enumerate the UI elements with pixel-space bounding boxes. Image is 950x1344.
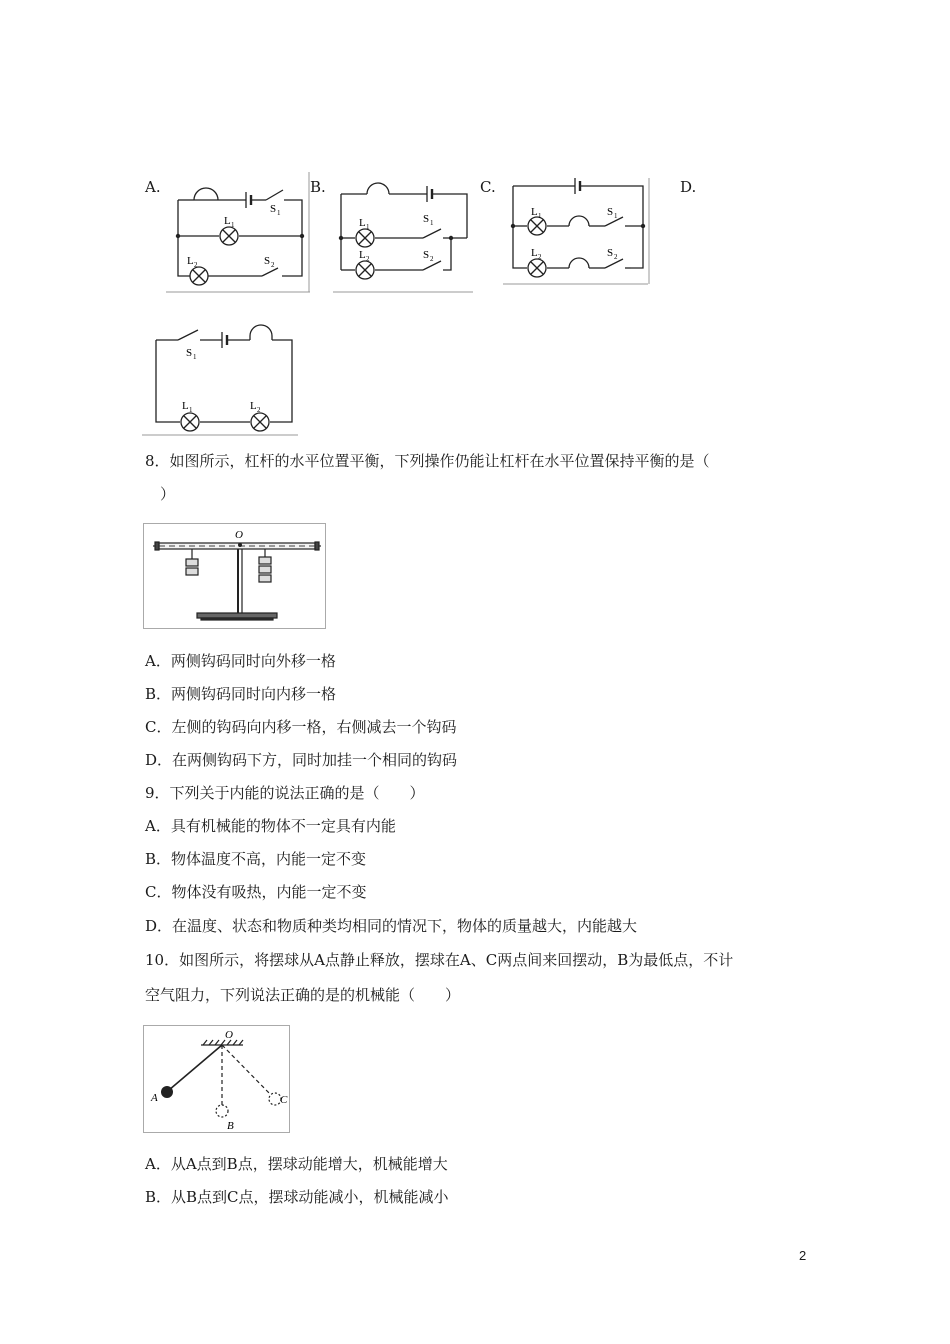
svg-text:L: L: [250, 400, 257, 412]
q8-option-b: B．两侧钩码同时向内移一格: [145, 685, 337, 703]
circuit-diagram-c: [503, 172, 650, 286]
circuit-diagram-b: [333, 172, 475, 294]
q10-stem-line1: 10．如图所示，将摆球从A点静止释放，摆球在A、C两点间来回摆动，B为最低点，不计: [145, 951, 734, 969]
q10-option-a: A．从A点到B点，摆球动能增大，机械能增大: [145, 1155, 448, 1173]
pendulum-point-a: A: [151, 1092, 158, 1104]
pendulum-point-b: B: [227, 1120, 234, 1132]
svg-text:1: 1: [538, 212, 542, 220]
circuit-diagram-a: [166, 172, 310, 294]
svg-text:2: 2: [271, 261, 275, 269]
svg-text:1: 1: [614, 212, 618, 220]
label-s1: S: [270, 203, 277, 215]
q9-option-b: B．物体温度不高，内能一定不变: [145, 850, 367, 868]
q8-stem-line1: 8．如图所示，杠杆的水平位置平衡，下列操作仍能让杠杆在水平位置保持平衡的是（: [145, 452, 710, 470]
pendulum-diagram: [143, 1025, 291, 1135]
lever-pivot-label: O: [235, 529, 243, 541]
circuit-diagram-d: [142, 316, 298, 436]
pendulum-point-c: C: [280, 1094, 288, 1106]
q7-option-b-label: B.: [310, 178, 326, 196]
svg-text:L: L: [359, 217, 366, 229]
svg-text:S: S: [186, 347, 193, 359]
svg-text:S: S: [607, 206, 614, 218]
q8-option-a: A．两侧钩码同时向外移一格: [145, 652, 336, 670]
svg-text:S: S: [423, 213, 430, 225]
svg-text:1: 1: [430, 219, 434, 227]
pendulum-point-o: O: [225, 1029, 233, 1041]
svg-text:L: L: [359, 249, 366, 261]
q8-stem-line2: ）: [160, 485, 176, 503]
svg-text:S: S: [423, 249, 430, 261]
svg-text:2: 2: [194, 261, 198, 269]
svg-text:1: 1: [231, 221, 235, 229]
svg-text:1: 1: [193, 353, 197, 361]
svg-text:L: L: [182, 400, 189, 412]
q7-option-a-label: A.: [145, 178, 161, 196]
svg-text:2: 2: [614, 253, 618, 261]
svg-text:2: 2: [366, 255, 370, 263]
q9-option-d: D．在温度、状态和物质种类均相同的情况下，物体的质量越大，内能越大: [145, 917, 638, 935]
svg-text:2: 2: [538, 253, 542, 261]
svg-text:1: 1: [189, 406, 193, 414]
q7-option-d-label: D.: [680, 178, 697, 196]
q9-stem: 9．下列关于内能的说法正确的是（ ）: [145, 784, 425, 802]
label-l1: L: [224, 215, 231, 227]
svg-text:L: L: [531, 247, 538, 259]
svg-text:2: 2: [257, 406, 261, 414]
svg-text:2: 2: [430, 255, 434, 263]
page-number: 2: [799, 1248, 807, 1263]
svg-text:S: S: [607, 247, 614, 259]
svg-text:1: 1: [366, 223, 370, 231]
label-l2: L: [187, 255, 194, 267]
q8-option-c: C．左侧的钩码向内移一格，右侧减去一个钩码: [145, 718, 457, 736]
q8-option-d: D．在两侧钩码下方，同时加挂一个相同的钩码: [145, 751, 458, 769]
q9-option-c: C．物体没有吸热，内能一定不变: [145, 883, 367, 901]
lever-diagram: [143, 523, 327, 630]
q10-option-b: B．从B点到C点，摆球动能减小，机械能减小: [145, 1188, 449, 1206]
svg-text:L: L: [531, 206, 538, 218]
q9-option-a: A．具有机械能的物体不一定具有内能: [145, 817, 396, 835]
q7-option-c-label: C.: [480, 178, 496, 196]
label-s2: S: [264, 255, 271, 267]
svg-text:1: 1: [277, 209, 281, 217]
q10-stem-line2: 空气阻力，下列说法正确的是的机械能（ ）: [145, 986, 461, 1004]
